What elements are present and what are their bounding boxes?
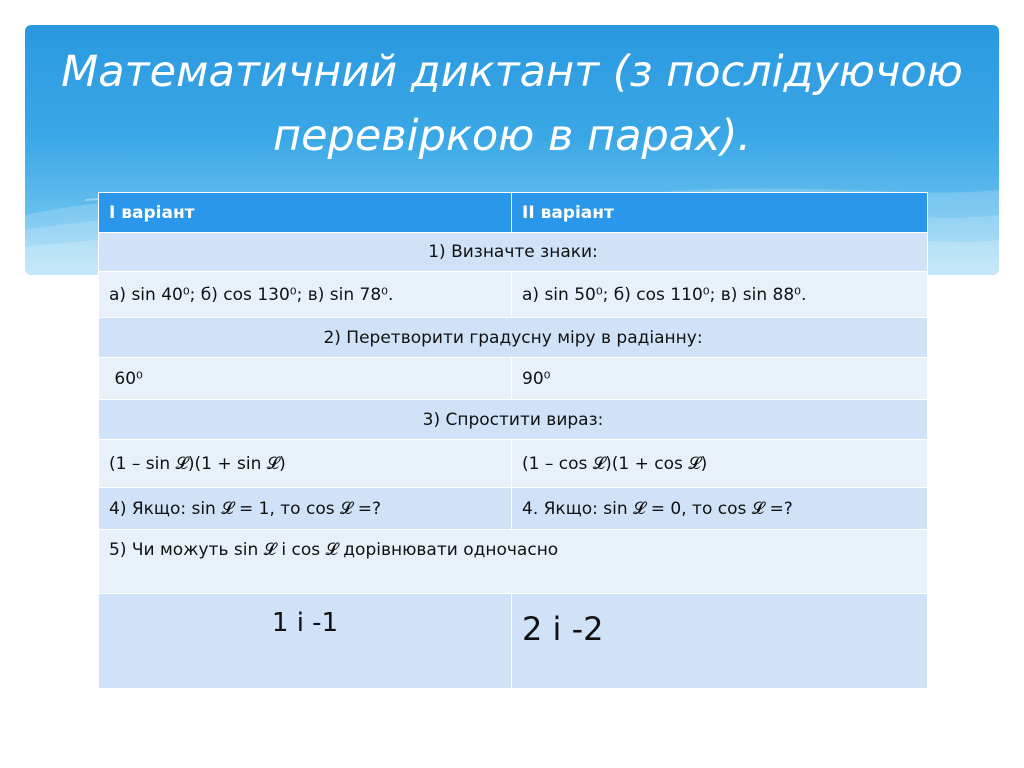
table-row xyxy=(99,400,928,440)
table-row xyxy=(99,358,928,400)
task-4-variant-2: 4. Якщо: sin 𝓛 = 0, то cos 𝓛 =? xyxy=(512,488,928,530)
header-variant-2: II варіант xyxy=(512,193,928,233)
task-5-heading: 5) Чи можуть sin 𝓛 і cos 𝓛 дорівнювати одночасно xyxy=(99,530,928,594)
task-5-variant-2: 2 і -2 xyxy=(512,594,928,689)
table-row xyxy=(99,488,928,530)
task-3-heading: 3) Спростити вираз: xyxy=(99,400,928,440)
task-4-variant-1: 4) Якщо: sin 𝓛 = 1, то cos 𝓛 =? xyxy=(99,488,512,530)
task-5-variant-1: 1 і -1 xyxy=(99,594,512,689)
task-3-variant-2: (1 – cos 𝓛)(1 + cos 𝓛) xyxy=(512,440,928,488)
table-row xyxy=(99,440,928,488)
table-row xyxy=(99,233,928,272)
task-2-variant-1: 60⁰ xyxy=(99,358,512,400)
table-row xyxy=(99,272,928,318)
task-1-heading: 1) Визначте знаки: xyxy=(99,233,928,272)
header-variant-1: I варіант xyxy=(99,193,512,233)
table-row xyxy=(99,530,928,594)
task-1-variant-2: а) sin 50⁰; б) cos 110⁰; в) sin 88⁰. xyxy=(512,272,928,318)
task-2-heading: 2) Перетворити градусну міру в радіанну: xyxy=(99,318,928,358)
task-3-variant-1: (1 – sin 𝓛)(1 + sin 𝓛) xyxy=(99,440,512,488)
task-1-variant-1: а) sin 40⁰; б) cos 130⁰; в) sin 78⁰. xyxy=(99,272,512,318)
slide-title: Математичний диктант (з послідуючою перевіркою в парах). xyxy=(61,47,963,161)
task-2-variant-2: 90⁰ xyxy=(512,358,928,400)
dictation-table xyxy=(98,192,928,689)
table-row xyxy=(99,594,928,689)
table-row xyxy=(99,318,928,358)
table-header-row xyxy=(99,193,928,233)
